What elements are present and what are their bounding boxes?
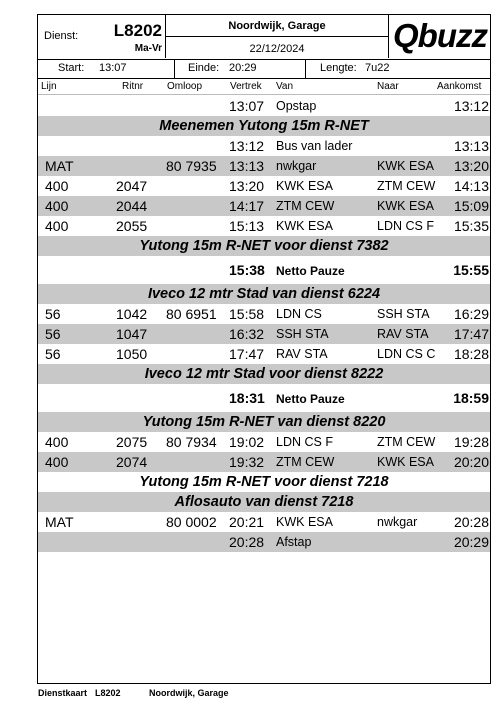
vertrek-cell: 16:32 bbox=[229, 326, 265, 342]
date: 22/12/2024 bbox=[249, 43, 305, 55]
pause-start: 18:31 bbox=[229, 390, 265, 406]
pause-row bbox=[38, 256, 490, 284]
lijn-cell: 400 bbox=[45, 454, 69, 470]
lijn-cell: 56 bbox=[45, 346, 61, 362]
pause-row bbox=[38, 384, 490, 412]
vertrek-cell: 19:02 bbox=[229, 434, 265, 450]
section-heading: Iveco 12 mtr Stad van dienst 6224 bbox=[38, 284, 490, 304]
lijn-cell: MAT bbox=[45, 158, 74, 174]
omloop-cell: 80 7935 bbox=[166, 158, 217, 174]
ritnr-cell: 2074 bbox=[116, 454, 148, 470]
start-label: Start: bbox=[58, 62, 85, 74]
lijn-cell: MAT bbox=[45, 514, 74, 530]
dienst-number: L8202 bbox=[113, 21, 162, 40]
aankomst-cell: 13:20 bbox=[453, 158, 489, 174]
col-naar: Naar bbox=[377, 81, 399, 92]
van-cell: nwkgar bbox=[276, 159, 317, 173]
van-cell: Afstap bbox=[276, 535, 312, 549]
pause-label: Netto Pauze bbox=[276, 264, 345, 278]
footer-label: Dienstkaart bbox=[38, 688, 88, 698]
ritnr-cell: 1050 bbox=[116, 346, 148, 362]
location: Noordwijk, Garage bbox=[228, 20, 326, 32]
aankomst-cell: 20:20 bbox=[453, 454, 489, 470]
naar-cell: SSH STA bbox=[377, 307, 430, 321]
ritnr-cell: 2044 bbox=[116, 198, 148, 214]
ritnr-cell: 2075 bbox=[116, 434, 148, 450]
vertrek-cell: 17:47 bbox=[229, 346, 265, 362]
ritnr-cell: 2055 bbox=[116, 218, 148, 234]
dienst-label: Dienst: bbox=[44, 30, 79, 42]
lijn-cell: 400 bbox=[45, 434, 69, 450]
schedule-row bbox=[38, 512, 490, 532]
schedule-row bbox=[38, 196, 490, 216]
vertrek-cell: 15:58 bbox=[229, 306, 265, 322]
column-headers bbox=[38, 80, 490, 95]
schedule-row bbox=[38, 96, 490, 116]
vertrek-cell: 13:13 bbox=[229, 158, 265, 174]
van-cell: LDN CS F bbox=[276, 435, 333, 449]
section-heading: Yutong 15m R-NET voor dienst 7382 bbox=[38, 236, 490, 256]
schedule-row bbox=[38, 136, 490, 156]
omloop-cell: 80 7934 bbox=[166, 434, 217, 450]
col-omloop: Omloop bbox=[167, 81, 203, 92]
pause-start: 15:38 bbox=[229, 262, 265, 278]
schedule-row bbox=[38, 176, 490, 196]
schedule-row bbox=[38, 304, 490, 324]
lijn-cell: 56 bbox=[45, 306, 61, 322]
naar-cell: RAV STA bbox=[377, 327, 429, 341]
vertrek-cell: 14:17 bbox=[229, 198, 265, 214]
omloop-cell: 80 6951 bbox=[166, 306, 217, 322]
naar-cell: ZTM CEW bbox=[377, 435, 436, 449]
naar-cell: KWK ESA bbox=[377, 199, 434, 213]
lijn-cell: 56 bbox=[45, 326, 61, 342]
lengte-label: Lengte: bbox=[320, 62, 357, 74]
aankomst-cell: 13:12 bbox=[453, 98, 489, 114]
aankomst-cell: 19:28 bbox=[453, 434, 489, 450]
van-cell: Bus van lader bbox=[276, 139, 353, 153]
schedule-row bbox=[38, 532, 490, 552]
lengte-value: 7u22 bbox=[365, 62, 390, 74]
naar-cell: ZTM CEW bbox=[377, 179, 436, 193]
van-cell: KWK ESA bbox=[276, 515, 333, 529]
naar-cell: KWK ESA bbox=[377, 159, 434, 173]
lijn-cell: 400 bbox=[45, 178, 69, 194]
section-heading: Iveco 12 mtr Stad voor dienst 8222 bbox=[38, 364, 490, 384]
col-van: Van bbox=[276, 81, 294, 92]
section-heading: Aflosauto van dienst 7218 bbox=[38, 492, 490, 512]
col-ritnr: Ritnr bbox=[122, 81, 144, 92]
footer-location: Noordwijk, Garage bbox=[149, 688, 229, 698]
lijn-cell: 400 bbox=[45, 198, 69, 214]
start-time: 13:07 bbox=[99, 62, 127, 74]
vertrek-cell: 13:20 bbox=[229, 178, 265, 194]
aankomst-cell: 20:28 bbox=[453, 514, 489, 530]
divider bbox=[174, 59, 175, 78]
times-bar bbox=[38, 59, 490, 79]
aankomst-cell: 15:35 bbox=[453, 218, 489, 234]
van-cell: ZTM CEW bbox=[276, 455, 335, 469]
col-aankomst: Aankomst bbox=[437, 81, 482, 92]
vertrek-cell: 20:21 bbox=[229, 514, 265, 530]
col-lijn: Lijn bbox=[41, 81, 57, 92]
dienstkaart-card bbox=[37, 14, 491, 684]
ritnr-cell: 2047 bbox=[116, 178, 148, 194]
van-cell: Opstap bbox=[276, 99, 317, 113]
vertrek-cell: 13:07 bbox=[229, 98, 265, 114]
van-cell: RAV STA bbox=[276, 347, 328, 361]
schedule-row bbox=[38, 324, 490, 344]
van-cell: ZTM CEW bbox=[276, 199, 335, 213]
vertrek-cell: 20:28 bbox=[229, 534, 265, 550]
naar-cell: KWK ESA bbox=[377, 455, 434, 469]
aankomst-cell: 16:29 bbox=[453, 306, 489, 322]
van-cell: KWK ESA bbox=[276, 179, 333, 193]
section-heading: Meenemen Yutong 15m R-NET bbox=[38, 116, 490, 136]
vertrek-cell: 13:12 bbox=[229, 138, 265, 154]
aankomst-cell: 18:28 bbox=[453, 346, 489, 362]
vertrek-cell: 15:13 bbox=[229, 218, 265, 234]
section-heading: Yutong 15m R-NET voor dienst 7218 bbox=[139, 474, 389, 490]
einde-time: 20:29 bbox=[229, 62, 257, 74]
qbuzz-logo: Qbuzz bbox=[393, 17, 487, 54]
aankomst-cell: 17:47 bbox=[453, 326, 489, 342]
schedule-row bbox=[38, 156, 490, 176]
naar-cell: LDN CS F bbox=[377, 219, 434, 233]
aankomst-cell: 20:29 bbox=[453, 534, 489, 550]
schedule-row bbox=[38, 216, 490, 236]
footer-dienst: L8202 bbox=[95, 688, 121, 698]
naar-cell: nwkgar bbox=[377, 515, 418, 529]
van-cell: SSH STA bbox=[276, 327, 329, 341]
lijn-cell: 400 bbox=[45, 218, 69, 234]
pause-label: Netto Pauze bbox=[276, 392, 345, 406]
divider bbox=[305, 59, 306, 78]
ritnr-cell: 1047 bbox=[116, 326, 148, 342]
divider bbox=[165, 36, 389, 37]
schedule-row bbox=[38, 344, 490, 364]
naar-cell: LDN CS C bbox=[377, 347, 436, 361]
section-heading: Yutong 15m R-NET van dienst 8220 bbox=[38, 412, 490, 432]
van-cell: LDN CS bbox=[276, 307, 322, 321]
aankomst-cell: 13:13 bbox=[453, 138, 489, 154]
dienst-days: Ma-Vr bbox=[134, 43, 162, 54]
schedule-list bbox=[38, 96, 490, 552]
col-vertrek: Vertrek bbox=[230, 81, 262, 92]
omloop-cell: 80 0002 bbox=[166, 514, 217, 530]
aankomst-cell: 14:13 bbox=[453, 178, 489, 194]
header bbox=[38, 15, 490, 60]
ritnr-cell: 1042 bbox=[116, 306, 148, 322]
aankomst-cell: 15:09 bbox=[453, 198, 489, 214]
einde-label: Einde: bbox=[188, 62, 220, 74]
van-cell: KWK ESA bbox=[276, 219, 333, 233]
vertrek-cell: 19:32 bbox=[229, 454, 265, 470]
schedule-row bbox=[38, 432, 490, 452]
pause-end: 15:55 bbox=[453, 262, 489, 278]
schedule-row bbox=[38, 452, 490, 472]
pause-end: 18:59 bbox=[453, 390, 489, 406]
